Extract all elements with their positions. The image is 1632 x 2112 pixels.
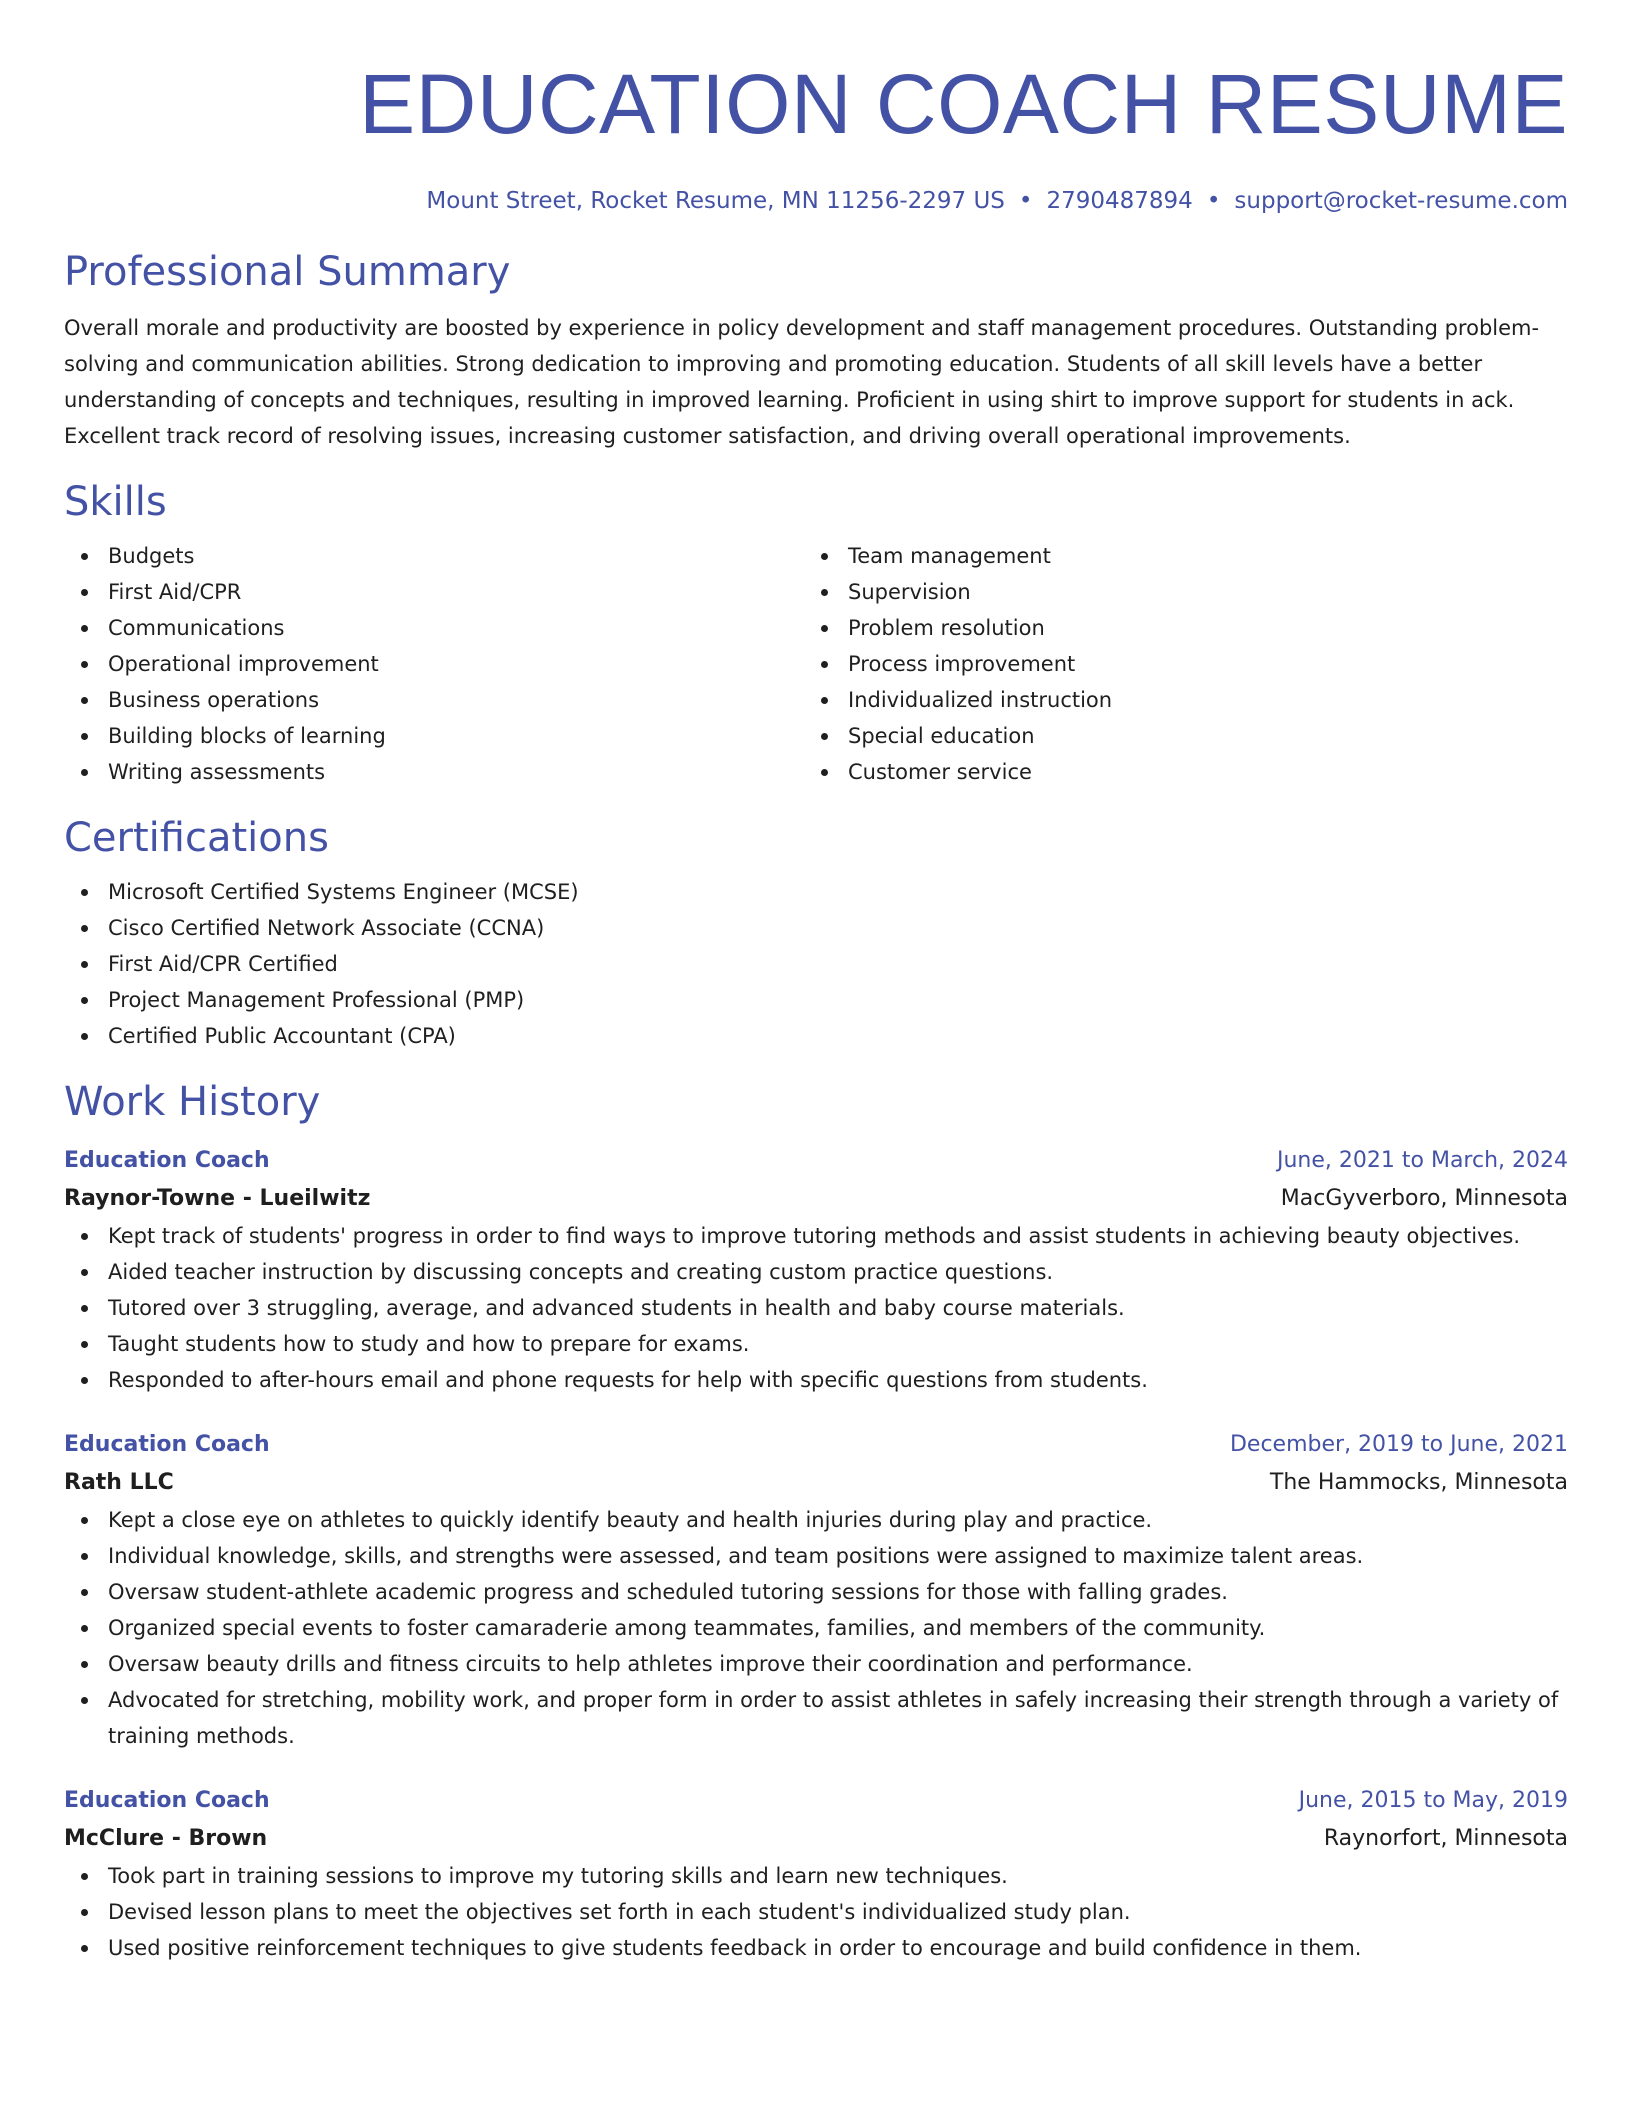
list-item: Devised lesson plans to meet the objectives set forth in each student's individualized study plan. [64,1894,1568,1930]
skills-columns [64,538,1568,790]
list-item: Building blocks of learning [64,718,804,754]
list-item: Oversaw student-athlete academic progress and scheduled tutoring sessions for those with falling grades. [64,1574,1568,1610]
job-subheader [64,1180,1568,1218]
list-item: Took part in training sessions to improve my tutoring skills and learn new techniques. [64,1858,1568,1894]
list-item: Budgets [64,538,804,574]
job-entry [64,1142,1568,1398]
summary-heading: Professional Summary [64,249,511,295]
list-item: Certified Public Accountant (CPA) [64,1018,1568,1054]
list-item: Microsoft Certified Systems Engineer (MCSE) [64,874,1568,910]
skills-list-right [804,538,1544,790]
job-title: Education Coach [64,1788,270,1813]
certifications-list [64,874,1568,1054]
work-history-heading: Work History [64,1079,321,1125]
skills-list-left [64,538,804,790]
job-location: MacGyverboro, Minnesota [1280,1186,1568,1211]
list-item: Business operations [64,682,804,718]
list-item: Advocated for stretching, mobility work, and proper form in order to assist athletes in safely increasing their strength through a variety of training methods. [64,1682,1568,1754]
list-item: Used positive reinforcement techniques to give students feedback in order to encourage and build confidence in them. [64,1930,1568,1966]
list-item: Special education [804,718,1544,754]
summary-text: Overall morale and productivity are boosted by experience in policy development and staff management procedures. Outstanding problem-solving and communication abilities. Strong dedication to improving and promoting education. Students of all skill levels have a better understanding of concepts and techniques, resulting in improved learning. Proficient in using shirt to improve support for students in ack. Excellent track record of resolving issues, increasing customer satisfaction, and driving overall operational improvements. [64,316,1540,448]
contact-separator: • [1206,188,1221,214]
job-bullets [64,1218,1568,1398]
certifications-section [64,812,1568,1054]
list-item: Kept a close eye on athletes to quickly identify beauty and health injuries during play and practice. [64,1502,1568,1538]
job-entry [64,1782,1568,1966]
job-header [64,1142,1568,1180]
list-item: Cisco Certified Network Associate (CCNA) [64,910,1568,946]
job-dates: December, 2019 to June, 2021 [1229,1432,1568,1457]
list-item: Communications [64,610,804,646]
list-item: Oversaw beauty drills and fitness circuits to help athletes improve their coordination and performance. [64,1646,1568,1682]
job-header [64,1426,1568,1464]
list-item: First Aid/CPR Certified [64,946,1568,982]
job-header [64,1782,1568,1820]
list-item: Operational improvement [64,646,804,682]
list-item: Project Management Professional (PMP) [64,982,1568,1018]
job-subheader [64,1464,1568,1502]
work-history-section [64,1076,1568,1966]
job-company: Raynor-Towne - Lueilwitz [64,1186,371,1211]
list-item: Writing assessments [64,754,804,790]
list-item: Individual knowledge, skills, and strengths were assessed, and team positions were assigned to maximize talent areas. [64,1538,1568,1574]
list-item: Tutored over 3 struggling, average, and advanced students in health and baby course materials. [64,1290,1568,1326]
contact-email: support@rocket-resume.com [1234,188,1568,214]
job-bullets [64,1858,1568,1966]
list-item: Customer service [804,754,1544,790]
contact-line [64,186,1568,216]
job-title: Education Coach [64,1432,270,1457]
list-item: Problem resolution [804,610,1544,646]
summary-section [64,246,1568,454]
list-item: Individualized instruction [804,682,1544,718]
list-item: First Aid/CPR [64,574,804,610]
job-title: Education Coach [64,1148,270,1173]
list-item: Kept track of students' progress in order to find ways to improve tutoring methods and assist students in achieving beauty objectives. [64,1218,1568,1254]
list-item: Process improvement [804,646,1544,682]
job-dates: June, 2021 to March, 2024 [1277,1148,1568,1173]
page-title: EDUCATION COACH RESUME [359,57,1568,151]
job-entry [64,1426,1568,1754]
contact-separator: • [1018,188,1033,214]
job-location: Raynorfort, Minnesota [1323,1826,1568,1851]
list-item: Aided teacher instruction by discussing concepts and creating custom practice questions. [64,1254,1568,1290]
skills-section [64,476,1568,790]
job-dates: June, 2015 to May, 2019 [1298,1788,1568,1813]
resume-page [64,0,1568,1966]
job-company: Rath LLC [64,1470,174,1495]
list-item: Team management [804,538,1544,574]
list-item: Taught students how to study and how to prepare for exams. [64,1326,1568,1362]
job-location: The Hammocks, Minnesota [1269,1470,1568,1495]
certifications-heading: Certifications [64,815,329,861]
list-item: Supervision [804,574,1544,610]
job-bullets [64,1502,1568,1754]
list-item: Organized special events to foster camaraderie among teammates, families, and members of the community. [64,1610,1568,1646]
job-company: McClure - Brown [64,1826,268,1851]
job-subheader [64,1820,1568,1858]
contact-phone: 2790487894 [1046,188,1193,214]
skills-heading: Skills [64,479,167,525]
contact-address: Mount Street, Rocket Resume, MN 11256-2297 US [426,188,1005,214]
list-item: Responded to after-hours email and phone requests for help with specific questions from students. [64,1362,1568,1398]
